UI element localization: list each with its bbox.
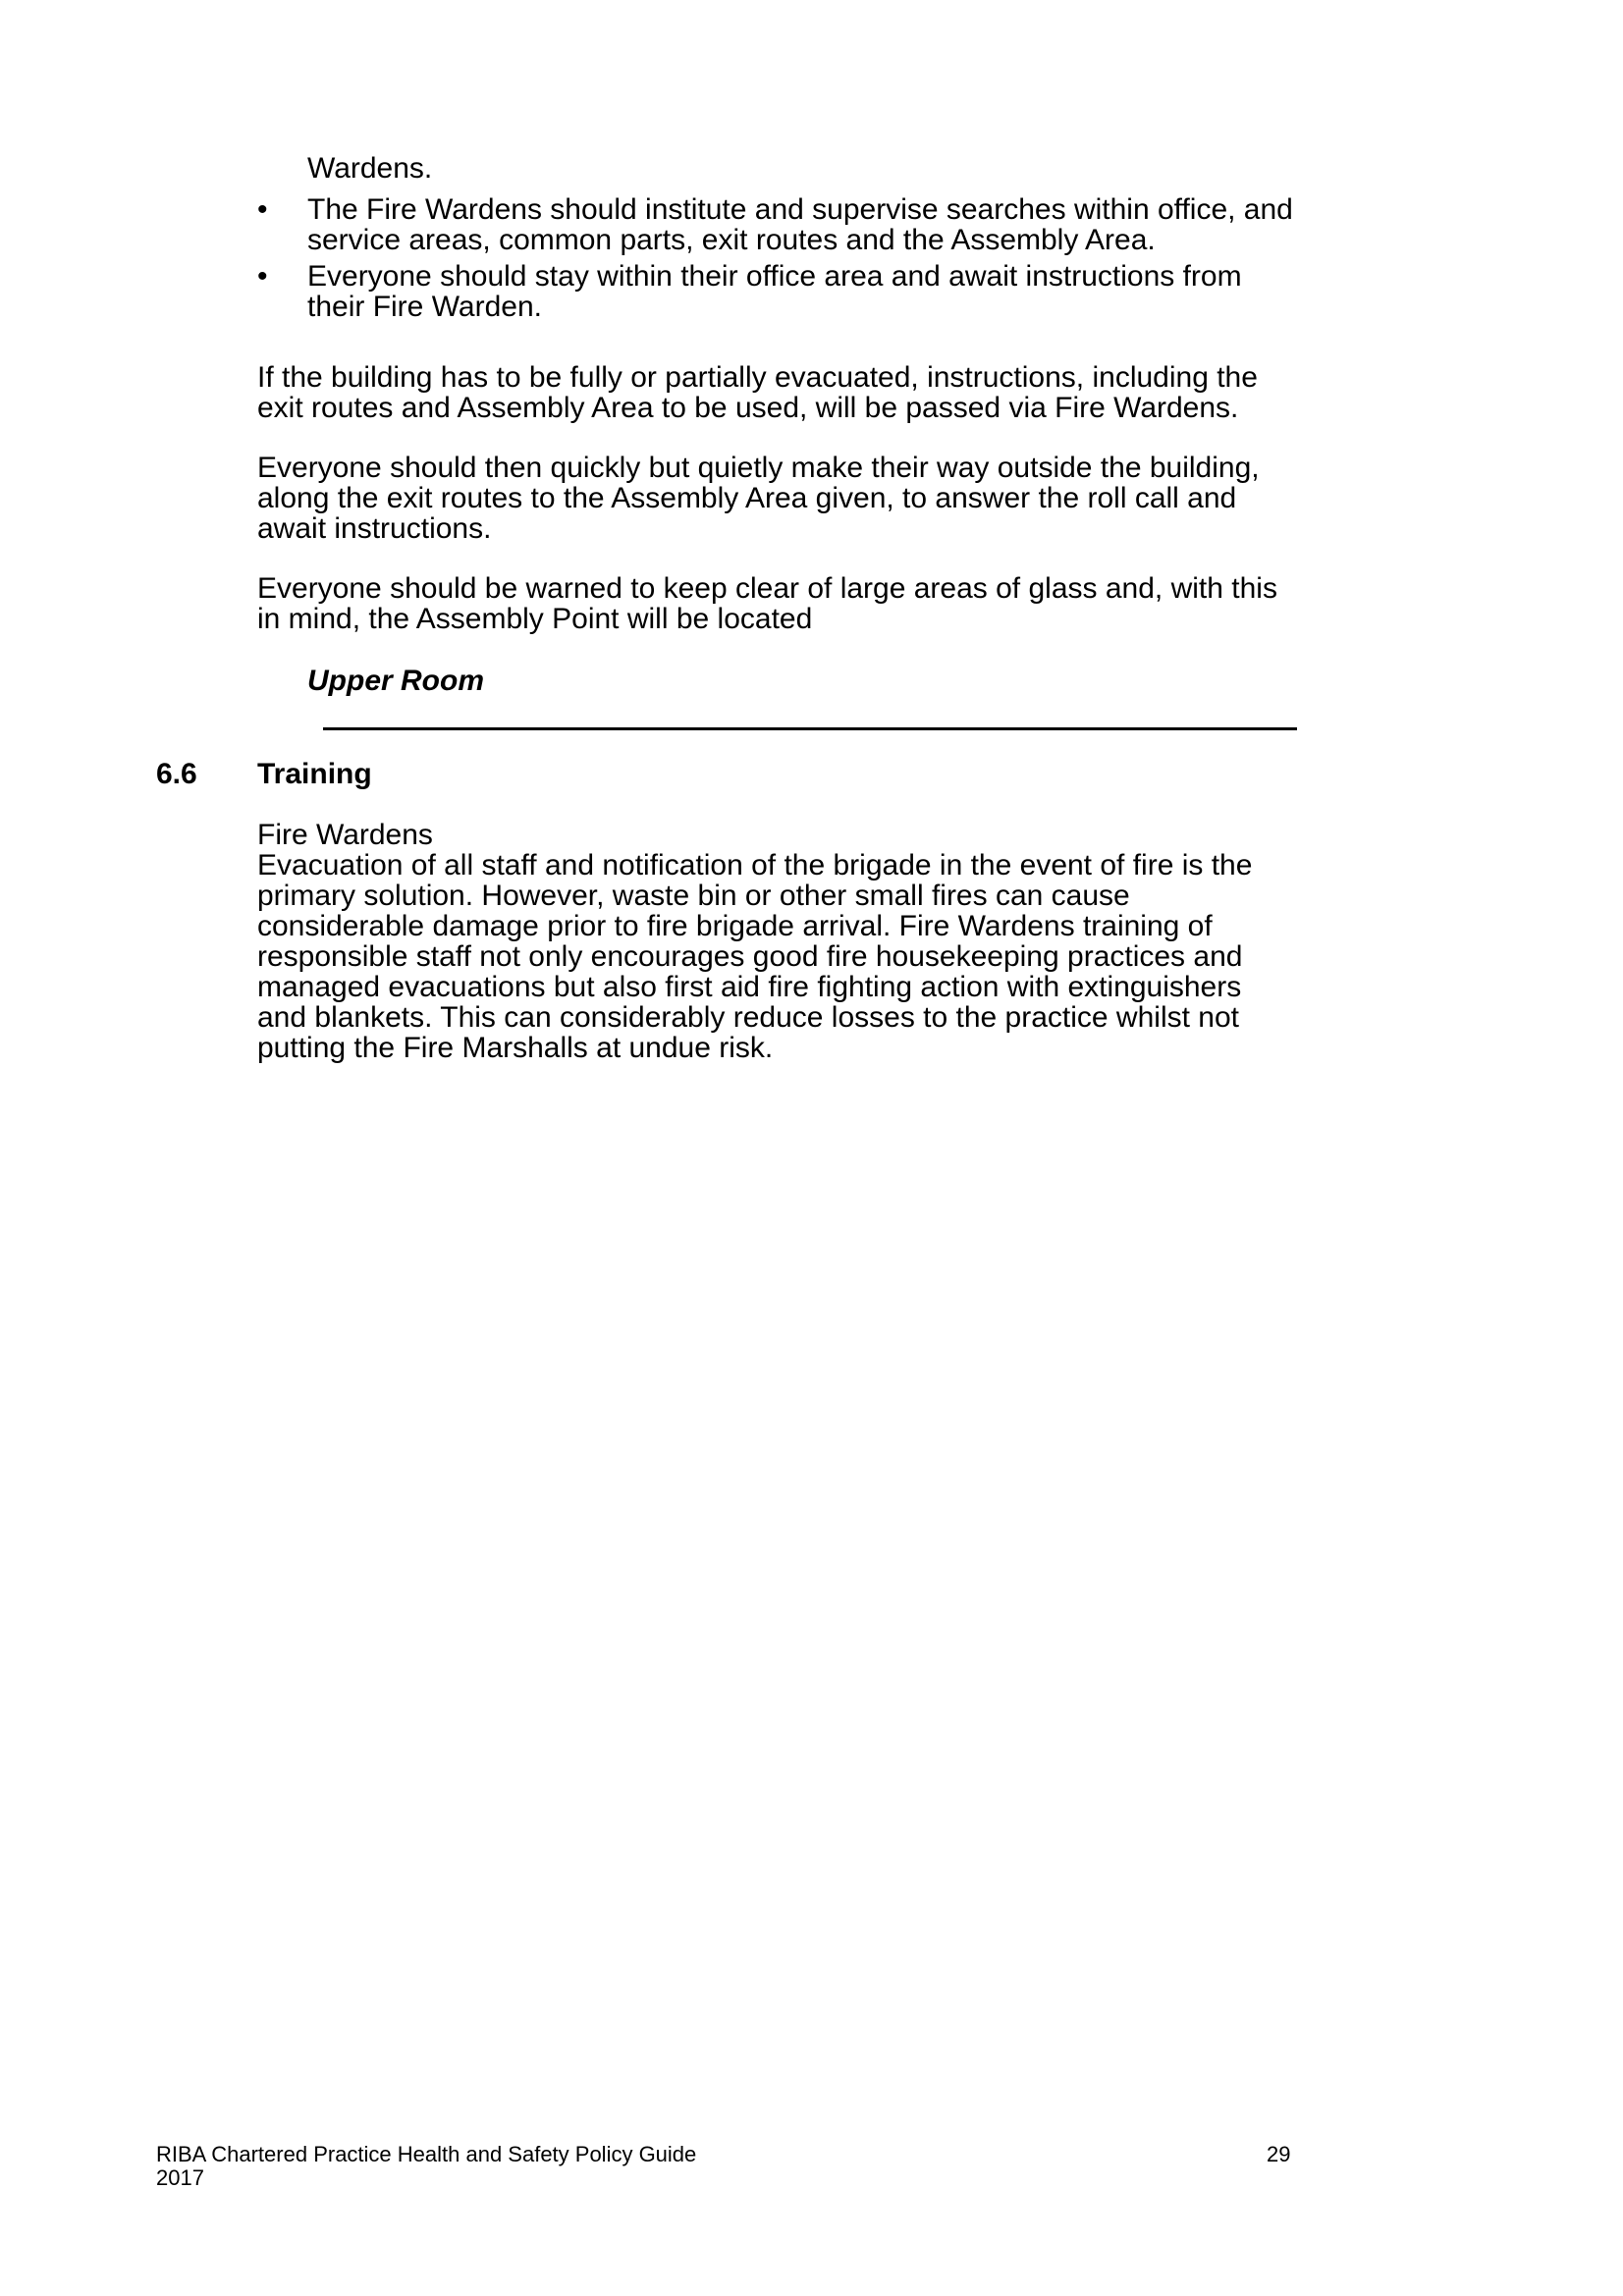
list-item [257, 194, 1298, 255]
bullet-text: Everyone should stay within their office area and await instructions from their Fire Warden. [307, 260, 1242, 323]
underline-divider [323, 727, 1297, 730]
page-number: 29 [1267, 2142, 1291, 2166]
bullet-list [257, 194, 1298, 328]
list-item [257, 261, 1298, 322]
bullet-icon: • [257, 260, 268, 293]
section-subheading: Fire Wardens [257, 819, 433, 851]
training-paragraph: Evacuation of all staff and notification of the brigade in the event of fire is the primary solution. However, waste bin or other small fires can cause considerable damage prior to fire brigade arrival. Fire Wardens training of responsible staff not only encourages good fire housekeeping practices and managed evacuations but also first aid fire fighting action with extinguishers and blankets. This can considerably reduce losses to the practice whilst not putting the Fire Marshalls at undue risk. [257, 849, 1253, 1064]
bullet-icon: • [257, 193, 268, 226]
footer-year: 2017 [156, 2165, 204, 2190]
bullet-text: The Fire Wardens should institute and supervise searches within office, and service areas, common parts, exit routes and the Assembly Area. [307, 193, 1293, 256]
paragraph-evacuation: If the building has to be fully or partially evacuated, instructions, including the exit routes and Assembly Area to be used, will be passed via Fire Wardens. [257, 361, 1258, 424]
footer-title: RIBA Chartered Practice Health and Safety Policy Guide [156, 2142, 697, 2166]
continuation-text: Wardens. [307, 152, 433, 185]
footer-left [156, 2143, 696, 2190]
assembly-location: Upper Room [307, 665, 484, 697]
section-number: 6.6 [156, 758, 197, 790]
paragraph-exit-routes: Everyone should then quickly but quietly make their way outside the building, along the exit routes to the Assembly Area given, to answer the roll call and await instructions. [257, 452, 1260, 545]
paragraph-glass-warning: Everyone should be warned to keep clear of large areas of glass and, with this in mind, the Assembly Point will be located [257, 572, 1277, 635]
section-title: Training [257, 758, 372, 790]
